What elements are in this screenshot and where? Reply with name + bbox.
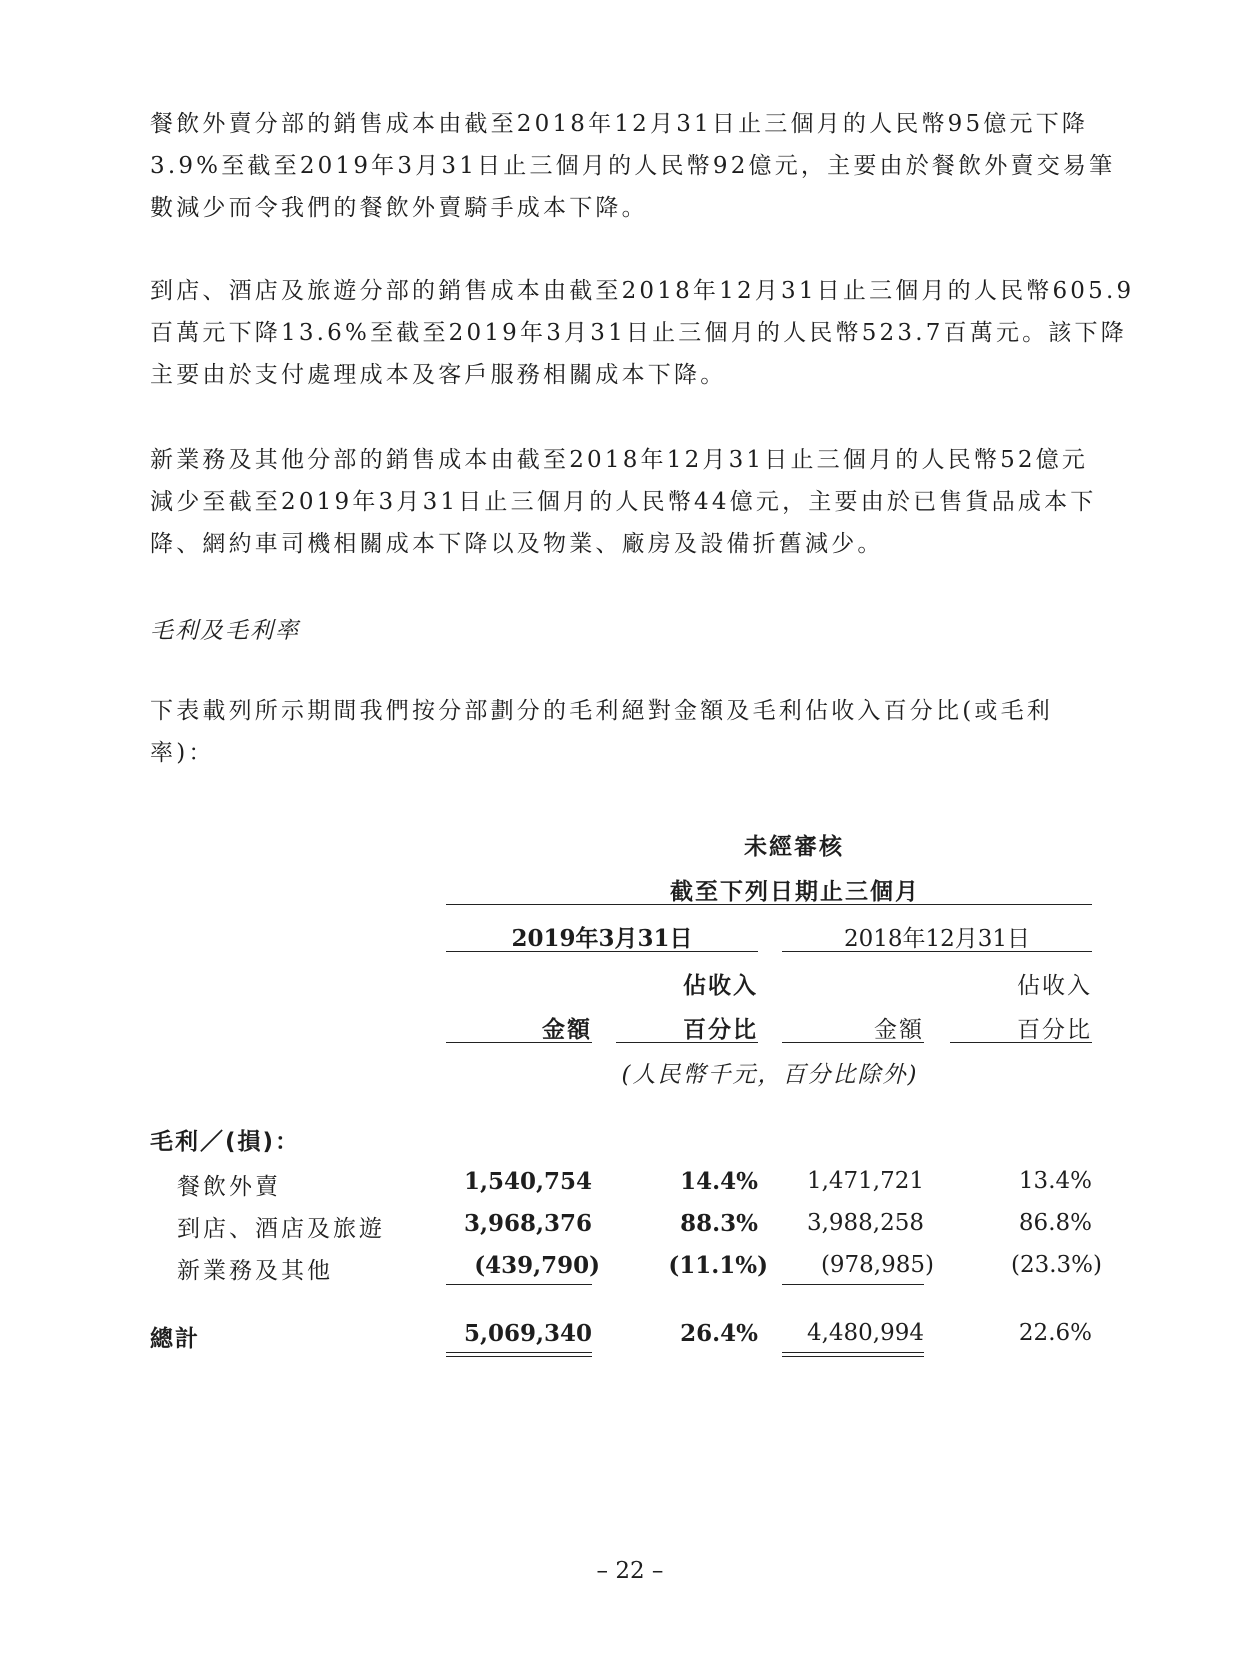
header-period: 截至下列日期止三個月: [670, 879, 920, 905]
total-pct-2019: 26.4%: [680, 1320, 758, 1347]
subheader-pct-2018-line2: 百分比: [1017, 1017, 1092, 1043]
subheader-pct-2018-line1: 佔收入: [1017, 973, 1092, 999]
subheader-pct-2019-line1: 佔收入: [683, 973, 758, 999]
paragraph-line: 百萬元下降13.6%至截至2019年3月31日止三個月的人民幣523.7百萬元。該下降: [150, 320, 1127, 346]
column-rule-2019: [446, 951, 758, 952]
paragraph-line: 到店、酒店及旅遊分部的銷售成本由截至2018年12月31日止三個月的人民幣605.9: [150, 278, 1135, 304]
group-label: 毛利／(損)：: [150, 1129, 301, 1155]
subheader-amount-2019: 金額: [542, 1017, 592, 1043]
subtotal-rule-2019: [446, 1284, 592, 1285]
cell-pct-2019: 14.4%: [680, 1168, 758, 1195]
total-double-rule-2019: [446, 1352, 592, 1357]
row-label: 到店、酒店及旅遊: [177, 1216, 385, 1242]
cell-pct-2018: (23.3%): [1010, 1252, 1102, 1278]
section-heading: 毛利及毛利率: [150, 618, 300, 644]
cell-pct-2018: 13.4%: [1018, 1168, 1092, 1194]
cell-amount-2018: 1,471,721: [806, 1168, 924, 1194]
paragraph-line: 降、網約車司機相關成本下降以及物業、廠房及設備折舊減少。: [150, 531, 884, 557]
column-header-2018: 2018年12月31日: [843, 926, 1031, 952]
subheader-pct-2019-line2: 百分比: [683, 1017, 758, 1043]
paragraph-line: 3.9%至截至2019年3月31日止三個月的人民幣92億元，主要由於餐飲外賣交易筆: [150, 153, 1116, 179]
paragraph-in-store-cost: [150, 270, 1135, 396]
cell-amount-2019: (439,790): [474, 1252, 600, 1279]
total-label: 總計: [150, 1326, 200, 1352]
column-rule-2018: [782, 951, 1092, 952]
paragraph-line: 下表載列所示期間我們按分部劃分的毛利絕對金額及毛利佔收入百分比(或毛利: [150, 698, 1053, 724]
paragraph-new-initiatives-cost: [150, 439, 1105, 565]
subheader-rule: [782, 1042, 924, 1043]
paragraph-line: 減少至截至2019年3月31日止三個月的人民幣44億元，主要由於已售貨品成本下: [150, 489, 1097, 515]
subheader-rule: [446, 1042, 592, 1043]
paragraph-line: 數減少而令我們的餐飲外賣騎手成本下降。: [150, 195, 648, 221]
cell-pct-2019: 88.3%: [680, 1210, 758, 1237]
paragraph-line: 率)：: [150, 740, 215, 766]
total-amount-2019: 5,069,340: [463, 1320, 592, 1347]
total-pct-2018: 22.6%: [1018, 1320, 1092, 1346]
table-intro: [150, 690, 1105, 774]
total-amount-2018: 4,480,994: [806, 1320, 924, 1346]
total-double-rule-2018: [782, 1352, 924, 1357]
unit-note: (人民幣千元，百分比除外): [621, 1062, 919, 1088]
subtotal-rule-2018: [782, 1284, 924, 1285]
row-label: 新業務及其他: [177, 1258, 333, 1284]
paragraph-line: 新業務及其他分部的銷售成本由截至2018年12月31日止三個月的人民幣52億元: [150, 447, 1089, 473]
page-number: – 22 –: [596, 1558, 664, 1584]
cell-pct-2019: (11.1%): [668, 1252, 768, 1279]
cell-amount-2019: 3,968,376: [463, 1210, 592, 1237]
header-rule: [446, 904, 1092, 905]
paragraph-food-delivery-cost: [150, 103, 1116, 229]
cell-amount-2019: 1,540,754: [463, 1168, 592, 1195]
subheader-rule: [950, 1042, 1092, 1043]
row-label: 餐飲外賣: [177, 1174, 281, 1200]
paragraph-line: 餐飲外賣分部的銷售成本由截至2018年12月31日止三個月的人民幣95億元下降: [150, 111, 1089, 137]
subheader-rule: [616, 1042, 758, 1043]
cell-amount-2018: 3,988,258: [806, 1210, 924, 1236]
header-unaudited: 未經審核: [744, 834, 844, 860]
subheader-amount-2018: 金額: [874, 1017, 924, 1043]
column-header-2019: 2019年3月31日: [511, 925, 693, 952]
paragraph-line: 主要由於支付處理成本及客戶服務相關成本下降。: [150, 362, 727, 388]
cell-pct-2018: 86.8%: [1018, 1210, 1092, 1236]
cell-amount-2018: (978,985): [820, 1252, 934, 1278]
